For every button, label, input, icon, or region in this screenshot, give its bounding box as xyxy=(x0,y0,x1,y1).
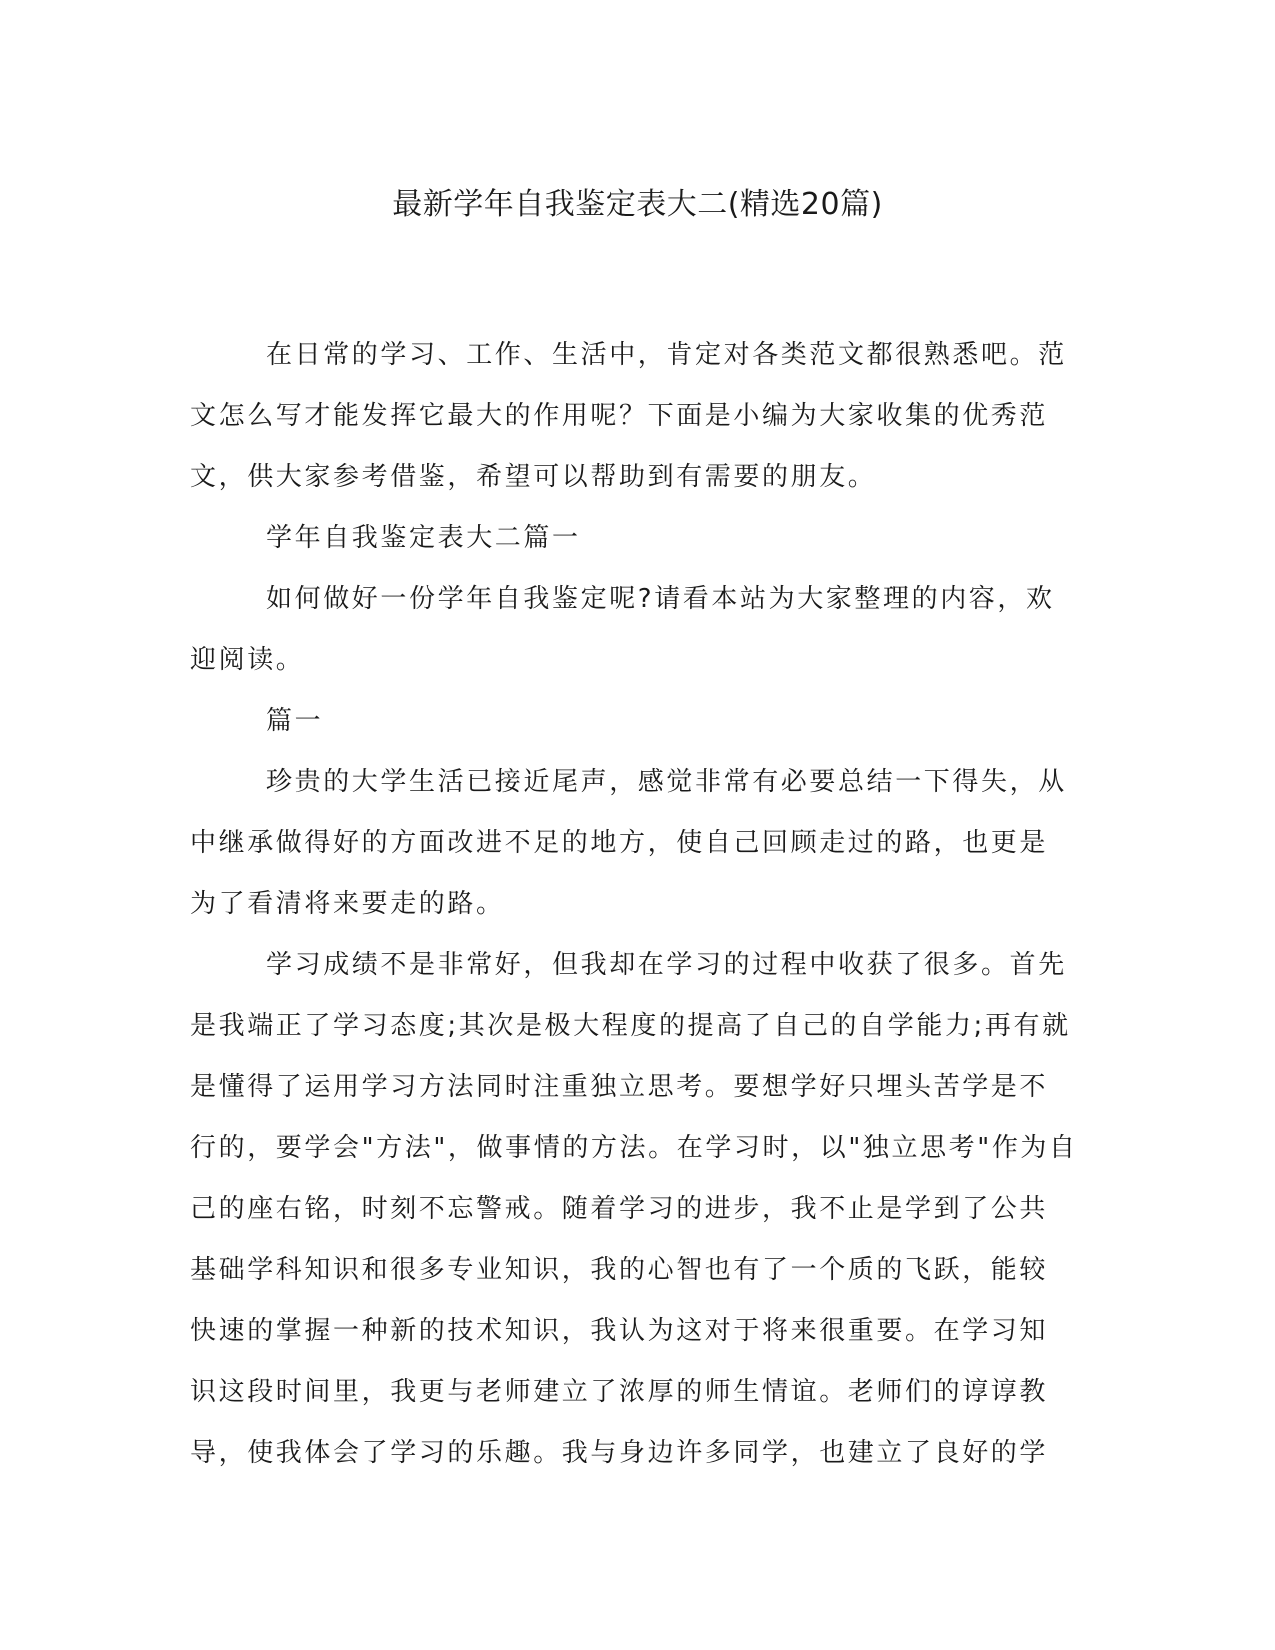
text-line: 学习成绩不是非常好，但我却在学习的过程中收获了很多。首先 xyxy=(266,950,1067,980)
text-line: 迎阅读。 xyxy=(190,645,305,675)
document-title: 最新学年自我鉴定表大二(精选20篇) xyxy=(392,187,883,222)
text-line: 珍贵的大学生活已接近尾声，感觉非常有必要总结一下得失，从 xyxy=(266,767,1067,797)
text-line: 学年自我鉴定表大二篇一 xyxy=(266,523,581,553)
text-line: 是我端正了学习态度;其次是极大程度的提高了自己的自学能力;再有就 xyxy=(190,1011,1071,1041)
document-body xyxy=(190,325,1080,1484)
text-line: 文，供大家参考借鉴，希望可以帮助到有需要的朋友。 xyxy=(190,462,877,492)
text-line: 基础学科知识和很多专业知识，我的心智也有了一个质的飞跃，能较 xyxy=(190,1255,1049,1285)
text-line: 导，使我体会了学习的乐趣。我与身边许多同学，也建立了良好的学 xyxy=(190,1438,1049,1468)
text-line: 为了看清将来要走的路。 xyxy=(190,889,505,919)
text-line: 如何做好一份学年自我鉴定呢?请看本站为大家整理的内容，欢 xyxy=(266,584,1055,614)
text-line: 己的座右铭，时刻不忘警戒。随着学习的进步，我不止是学到了公共 xyxy=(190,1194,1049,1224)
text-line: 文怎么写才能发挥它最大的作用呢？下面是小编为大家收集的优秀范 xyxy=(190,401,1049,431)
text-line: 中继承做得好的方面改进不足的地方，使自己回顾走过的路，也更是 xyxy=(190,828,1049,858)
text-line: 篇一 xyxy=(266,706,324,736)
text-line: 是懂得了运用学习方法同时注重独立思考。要想学好只埋头苦学是不 xyxy=(190,1072,1049,1102)
text-line: 快速的掌握一种新的技术知识，我认为这对于将来很重要。在学习知 xyxy=(190,1316,1049,1346)
text-line: 识这段时间里，我更与老师建立了浓厚的师生情谊。老师们的谆谆教 xyxy=(190,1377,1049,1407)
text-line: 行的，要学会"方法"，做事情的方法。在学习时，以"独立思考"作为自 xyxy=(190,1133,1078,1163)
text-line: 在日常的学习、工作、生活中，肯定对各类范文都很熟悉吧。范 xyxy=(266,340,1067,370)
